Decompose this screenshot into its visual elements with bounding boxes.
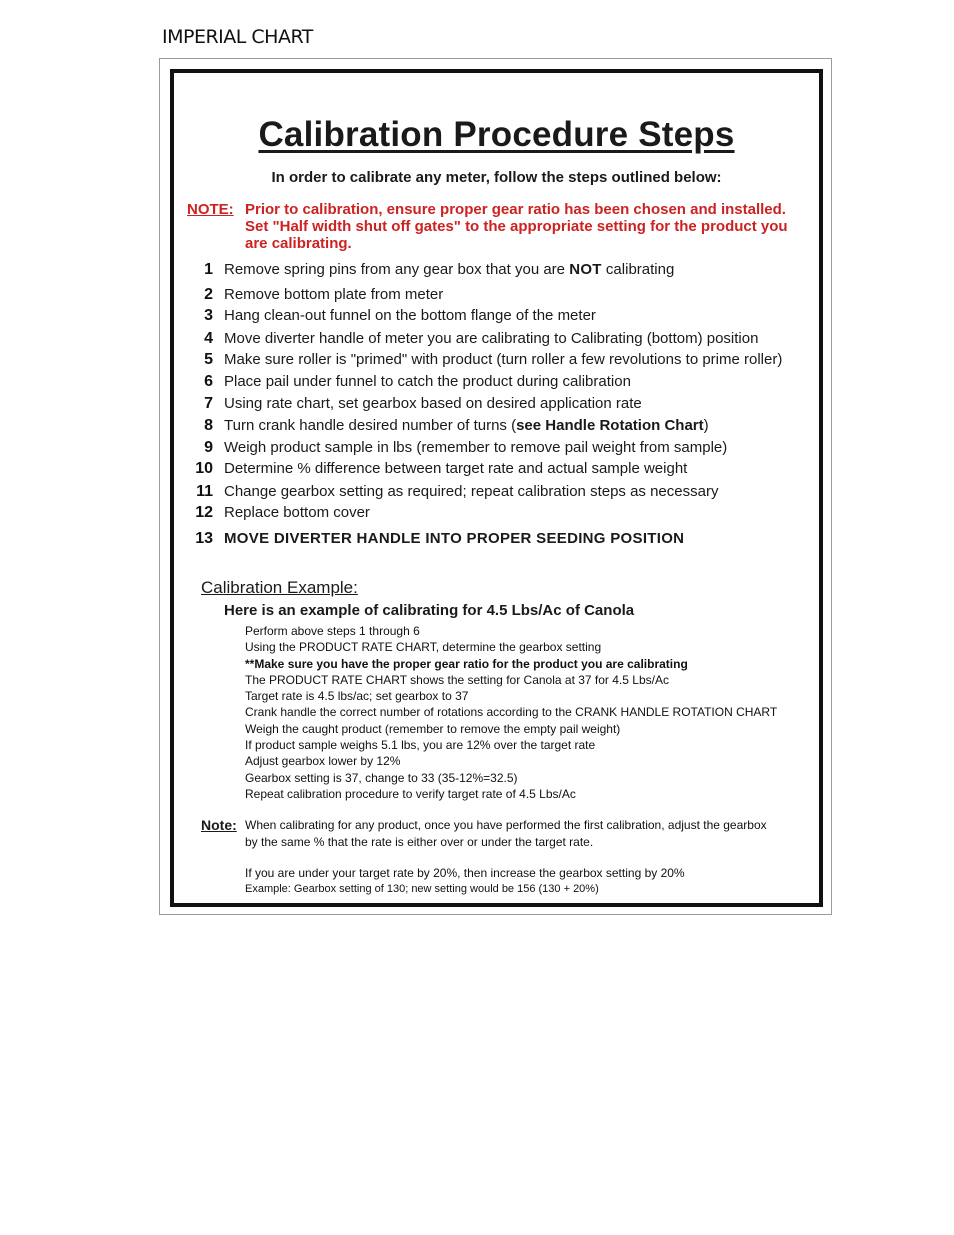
step-text: Place pail under funnel to catch the product during calibration — [224, 373, 631, 390]
note2-line: When calibrating for any product, once you have performed the first calibration, adjust the gearbox — [245, 818, 767, 832]
step-number: 4 — [204, 330, 213, 347]
step-text: Weigh product sample in lbs (remember to remove pail weight from sample) — [224, 439, 728, 456]
step-number: 11 — [196, 483, 213, 500]
intro-text: In order to calibrate any meter, follow the steps outlined below: — [271, 169, 722, 186]
step-text: Remove bottom plate from meter — [224, 286, 444, 303]
step-number: 5 — [204, 351, 213, 368]
note-line: Prior to calibration, ensure proper gear ratio has been chosen and installed. — [245, 201, 786, 218]
example-line: Target rate is 4.5 lbs/ac; set gearbox to 37 — [245, 689, 469, 704]
step-text: Change gearbox setting as required; repeat calibration steps as necessary — [224, 483, 719, 500]
example-lines — [245, 623, 825, 802]
step-text: Replace bottom cover — [224, 504, 370, 521]
example-line: Repeat calibration procedure to verify target rate of 4.5 Lbs/Ac — [245, 786, 576, 801]
step-item — [174, 439, 819, 461]
step-text: Turn crank handle desired number of turns (see Handle Rotation Chart) — [224, 417, 709, 434]
step-item — [174, 483, 819, 505]
step-item — [174, 460, 819, 482]
step-number: 7 — [204, 395, 213, 412]
step-number: 2 — [204, 286, 213, 303]
step-item — [174, 351, 819, 373]
step-text: Move diverter handle of meter you are calibrating to Calibrating (bottom) position — [224, 330, 759, 347]
step-item — [174, 330, 819, 352]
example-line: Crank handle the correct number of rotations according to the CRANK HANDLE ROTATION CHART — [245, 705, 778, 720]
card-title: Calibration Procedure Steps — [258, 115, 735, 154]
example-line: The PRODUCT RATE CHART shows the setting for Canola at 37 for 4.5 Lbs/Ac — [245, 672, 669, 687]
step-number: 3 — [204, 307, 213, 324]
step-number: 13 — [195, 530, 213, 547]
note2-line: Example: Gearbox setting of 130; new setting would be 156 (130 + 20%) — [245, 882, 599, 895]
example-line: If product sample weighs 5.1 lbs, you are 12% over the target rate — [245, 738, 596, 753]
step-item — [174, 286, 819, 308]
step-item — [174, 530, 819, 552]
example-line: Adjust gearbox lower by 12% — [245, 754, 401, 769]
step-text: Determine % difference between target rate and actual sample weight — [224, 460, 688, 477]
example-subheading: Here is an example of calibrating for 4.5 Lbs/Ac of Canola — [224, 602, 635, 619]
step-number: 9 — [204, 439, 213, 456]
example-line: Weigh the caught product (remember to remove the empty pail weight) — [245, 721, 621, 736]
step-number: 6 — [204, 373, 213, 390]
step-item — [174, 417, 819, 439]
example-heading: Calibration Example: — [201, 578, 358, 597]
step-item — [174, 504, 819, 526]
example-line: Gearbox setting is 37, change to 33 (35-12%=32.5) — [245, 770, 518, 785]
note2-label: Note: — [201, 817, 237, 833]
note2-example — [245, 866, 815, 897]
note2-line: If you are under your target rate by 20%, then increase the gearbox setting by 20% — [245, 866, 685, 880]
note-label: NOTE: — [187, 201, 234, 218]
step-item — [174, 373, 819, 395]
step-number: 12 — [195, 504, 213, 521]
step-item — [174, 307, 819, 329]
step-text: Hang clean-out funnel on the bottom flange of the meter — [224, 307, 596, 324]
step-text: MOVE DIVERTER HANDLE INTO PROPER SEEDING POSITION — [224, 530, 685, 547]
calibration-card — [170, 69, 823, 907]
step-text: Using rate chart, set gearbox based on desired application rate — [224, 395, 642, 412]
step-item — [174, 261, 819, 283]
example-line: Using the PRODUCT RATE CHART, determine the gearbox setting — [245, 640, 602, 655]
note2-line: by the same % that the rate is either over or under the target rate. — [245, 834, 594, 849]
note-line: are calibrating. — [245, 235, 352, 252]
step-text: Remove spring pins from any gear box that you are NOT calibrating — [224, 261, 675, 278]
step-number: 10 — [195, 460, 213, 477]
note-text — [245, 201, 815, 252]
note-line: Set "Half width shut off gates" to the appropriate setting for the product you — [245, 218, 788, 235]
step-number: 1 — [204, 261, 213, 278]
example-line: **Make sure you have the proper gear ratio for the product you are calibrating — [245, 656, 688, 671]
step-item — [174, 395, 819, 417]
step-text: Make sure roller is "primed" with product (turn roller a few revolutions to prime roller) — [224, 351, 783, 368]
example-line: Perform above steps 1 through 6 — [245, 624, 420, 638]
step-number: 8 — [204, 417, 213, 434]
note2-text — [245, 817, 815, 850]
page-header: IMPERIAL CHART — [162, 26, 313, 48]
